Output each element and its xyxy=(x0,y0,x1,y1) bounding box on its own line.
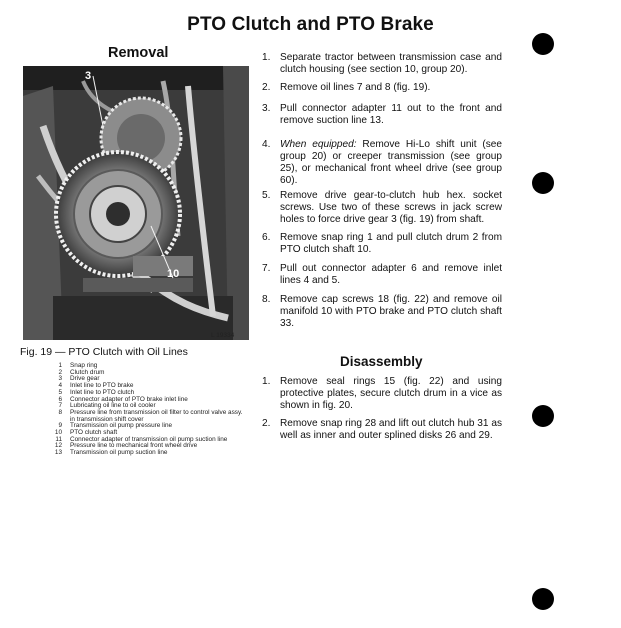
legend-item: 4 Inlet line to PTO brake xyxy=(58,382,134,390)
page-title: PTO Clutch and PTO Brake xyxy=(187,14,434,35)
legend-item: 5 Inlet line to PTO clutch xyxy=(58,388,135,396)
legend-item: 6 Connector adapter of PTO brake inlet line xyxy=(58,395,188,403)
photo-code: L 19334 xyxy=(211,332,235,339)
legend-item: 12 Pressure line to mechanical front wheel drive xyxy=(54,442,198,450)
legend-item: 7 Lubricating oil line to oil cooler xyxy=(58,402,156,410)
legend-item: 10 PTO clutch shaft xyxy=(54,429,118,437)
figure-photo xyxy=(23,66,249,340)
removal-heading: Removal xyxy=(108,45,169,61)
binder-hole-lower xyxy=(532,405,554,427)
legend-item: 3 Drive gear xyxy=(58,375,100,383)
binder-hole-top xyxy=(532,33,554,55)
legend-item: 1 Snap ring xyxy=(58,362,98,369)
legend-item: 13 Transmission oil pump suction line xyxy=(54,449,168,457)
callout-3: 3 xyxy=(85,70,92,82)
when-equipped-label: When equipped: xyxy=(280,139,357,150)
legend-item: 8 Pressure line from transmission oil filter to control valve assy. in transmission shift cover xyxy=(58,408,243,423)
binder-hole-middle xyxy=(532,172,554,194)
legend-item: 9 Transmission oil pump pressure line xyxy=(58,422,173,430)
legend-item: 2 Clutch drum xyxy=(58,368,105,376)
disassembly-heading: Disassembly xyxy=(340,354,423,369)
callout-10: 10 xyxy=(167,268,180,280)
legend-item: 11 Connector adapter of transmission oil pump suction line xyxy=(55,435,228,443)
figure-legend xyxy=(48,363,248,457)
figure-caption: Fig. 19 — PTO Clutch with Oil Lines xyxy=(20,346,188,358)
binder-hole-bottom xyxy=(532,588,554,610)
